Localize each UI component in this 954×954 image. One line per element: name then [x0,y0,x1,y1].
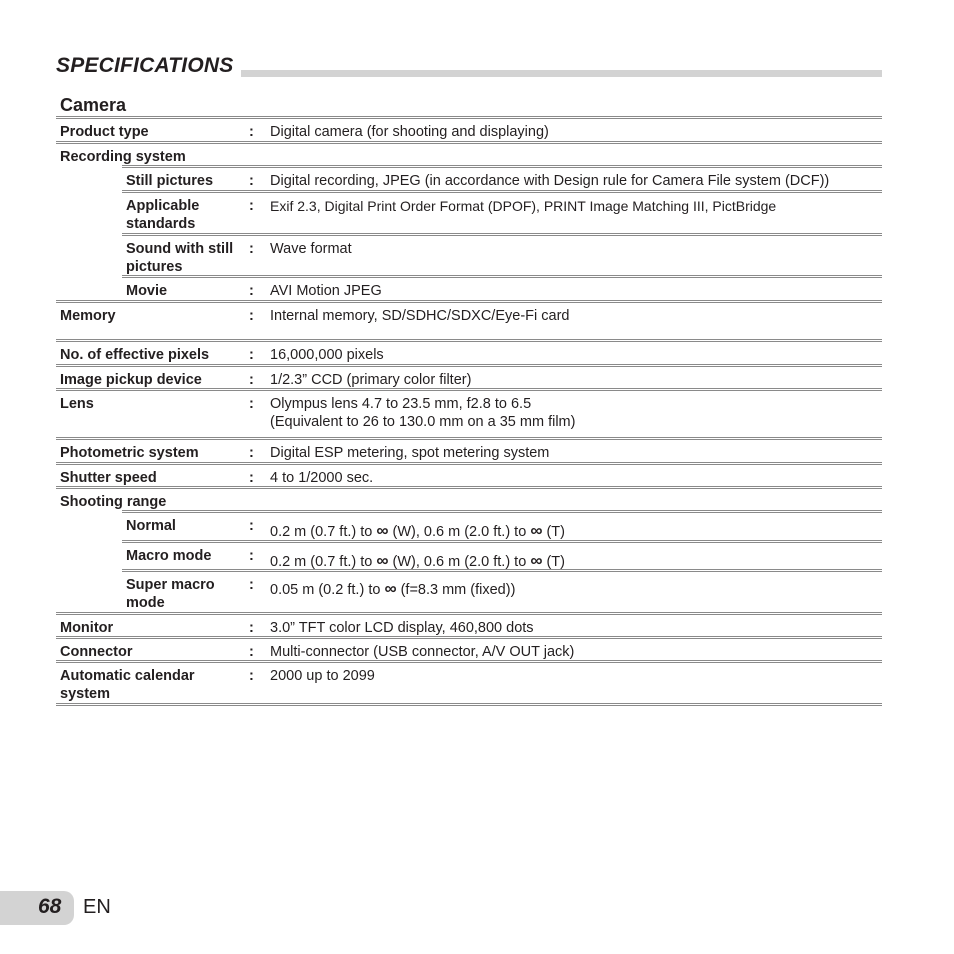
row-label: Shooting range [60,494,167,510]
row-colon: : [249,347,254,363]
row-label: Shutter speed [60,470,157,486]
spec-row-macro-mode [122,540,882,569]
row-label: Super macro mode [126,577,215,611]
range-text: 0.2 m (0.7 ft.) to [270,554,377,570]
spec-row-applicable-standards [122,190,882,233]
row-value: Exif 2.3, Digital Print Order Format (DPOF), PRINT Image Matching III, PictBridge [270,198,777,214]
range-text: (W), 0.6 m (2.0 ft.) to [388,554,531,570]
row-value: Wave format [270,241,352,257]
row-colon: : [249,241,254,257]
infinity-symbol: ∞ [376,521,389,540]
range-text: (T) [542,554,565,570]
spec-row-image-pickup [56,364,882,388]
spec-row-movie [122,275,882,300]
spec-row-still-pictures [122,165,882,190]
row-value: Digital ESP metering, spot metering system [270,445,550,461]
row-value: 16,000,000 pixels [270,347,384,363]
row-colon: : [249,396,254,412]
row-label: Monitor [60,620,114,636]
spec-row-memory [56,300,882,339]
row-colon: : [249,548,254,564]
row-label: Macro mode [126,548,212,564]
lens-line-1: Olympus lens 4.7 to 23.5 mm, f2.8 to 6.5 [270,396,532,412]
range-text: 0.2 m (0.7 ft.) to [270,524,377,540]
row-value: Digital recording, JPEG (in accordance with Design rule for Camera File system (DCF)) [270,173,830,189]
spec-row-shooting-range [56,486,882,510]
range-text: 0.05 m (0.2 ft.) to [270,582,385,598]
row-label: Normal [126,518,176,534]
page-title: SPECIFICATIONS [56,54,241,78]
row-value: Multi-connector (USB connector, A/V OUT jack) [270,644,575,660]
infinity-symbol: ∞ [376,551,389,570]
row-value: Digital camera (for shooting and displaying) [270,124,549,140]
row-label: Applicable standards [126,198,200,232]
page-number: 68 [38,895,62,918]
row-colon: : [249,173,254,189]
page-number-tab [0,891,74,925]
row-label: Image pickup device [60,372,202,388]
row-label: Memory [60,308,116,324]
row-value: 1/2.3” CCD (primary color filter) [270,372,472,388]
row-colon: : [249,470,254,486]
row-value: 2000 up to 2099 [270,668,375,684]
row-colon: : [249,283,254,299]
infinity-symbol: ∞ [384,579,397,598]
row-value: 4 to 1/2000 sec. [270,470,374,486]
row-label: Lens [60,396,94,412]
spec-table [56,116,882,706]
row-label: Connector [60,644,133,660]
row-value: AVI Motion JPEG [270,283,382,299]
row-colon: : [249,577,254,593]
spec-row-super-macro [122,569,882,612]
row-colon: : [249,518,254,534]
range-text: (f=8.3 mm (fixed)) [396,582,516,598]
row-colon: : [249,124,254,140]
row-label: Product type [60,124,149,140]
spec-row-photometric [56,437,882,462]
row-value: Internal memory, SD/SDHC/SDXC/Eye-Fi card [270,308,570,324]
spec-row-connector [56,636,882,660]
row-value [270,580,878,599]
row-label: Sound with still pictures [126,241,234,275]
spec-row-sound [122,233,882,275]
header-rule [206,70,882,77]
spec-row-effective-pixels [56,339,882,364]
subsection-heading: Camera [60,95,127,115]
range-text: (W), 0.6 m (2.0 ft.) to [388,524,531,540]
row-label: Automatic calendar system [60,668,195,702]
row-colon: : [249,620,254,636]
range-text: (T) [542,524,565,540]
row-label: No. of effective pixels [60,347,210,363]
spec-row-recording-system [56,141,882,165]
row-label: Recording system [60,149,186,165]
spec-row-normal [122,510,882,540]
infinity-symbol: ∞ [530,551,543,570]
language-code: EN [83,896,111,918]
spec-row-calendar [56,660,882,706]
row-colon: : [249,372,254,388]
row-label: Photometric system [60,445,199,461]
row-label: Still pictures [126,173,214,189]
row-colon: : [249,445,254,461]
row-value [270,395,878,431]
lens-line-2: (Equivalent to 26 to 130.0 mm on a 35 mm film) [270,414,576,430]
row-colon: : [249,198,254,214]
spec-row-monitor [56,612,882,636]
row-colon: : [249,308,254,324]
row-value [270,522,878,541]
spec-row-product-type [56,116,882,141]
spec-row-lens [56,388,882,437]
row-colon: : [249,644,254,660]
infinity-symbol: ∞ [530,521,543,540]
spec-row-shutter-speed [56,462,882,486]
row-value: 3.0” TFT color LCD display, 460,800 dots [270,620,534,636]
section-header [56,52,882,80]
row-colon: : [249,668,254,684]
row-label: Movie [126,283,168,299]
